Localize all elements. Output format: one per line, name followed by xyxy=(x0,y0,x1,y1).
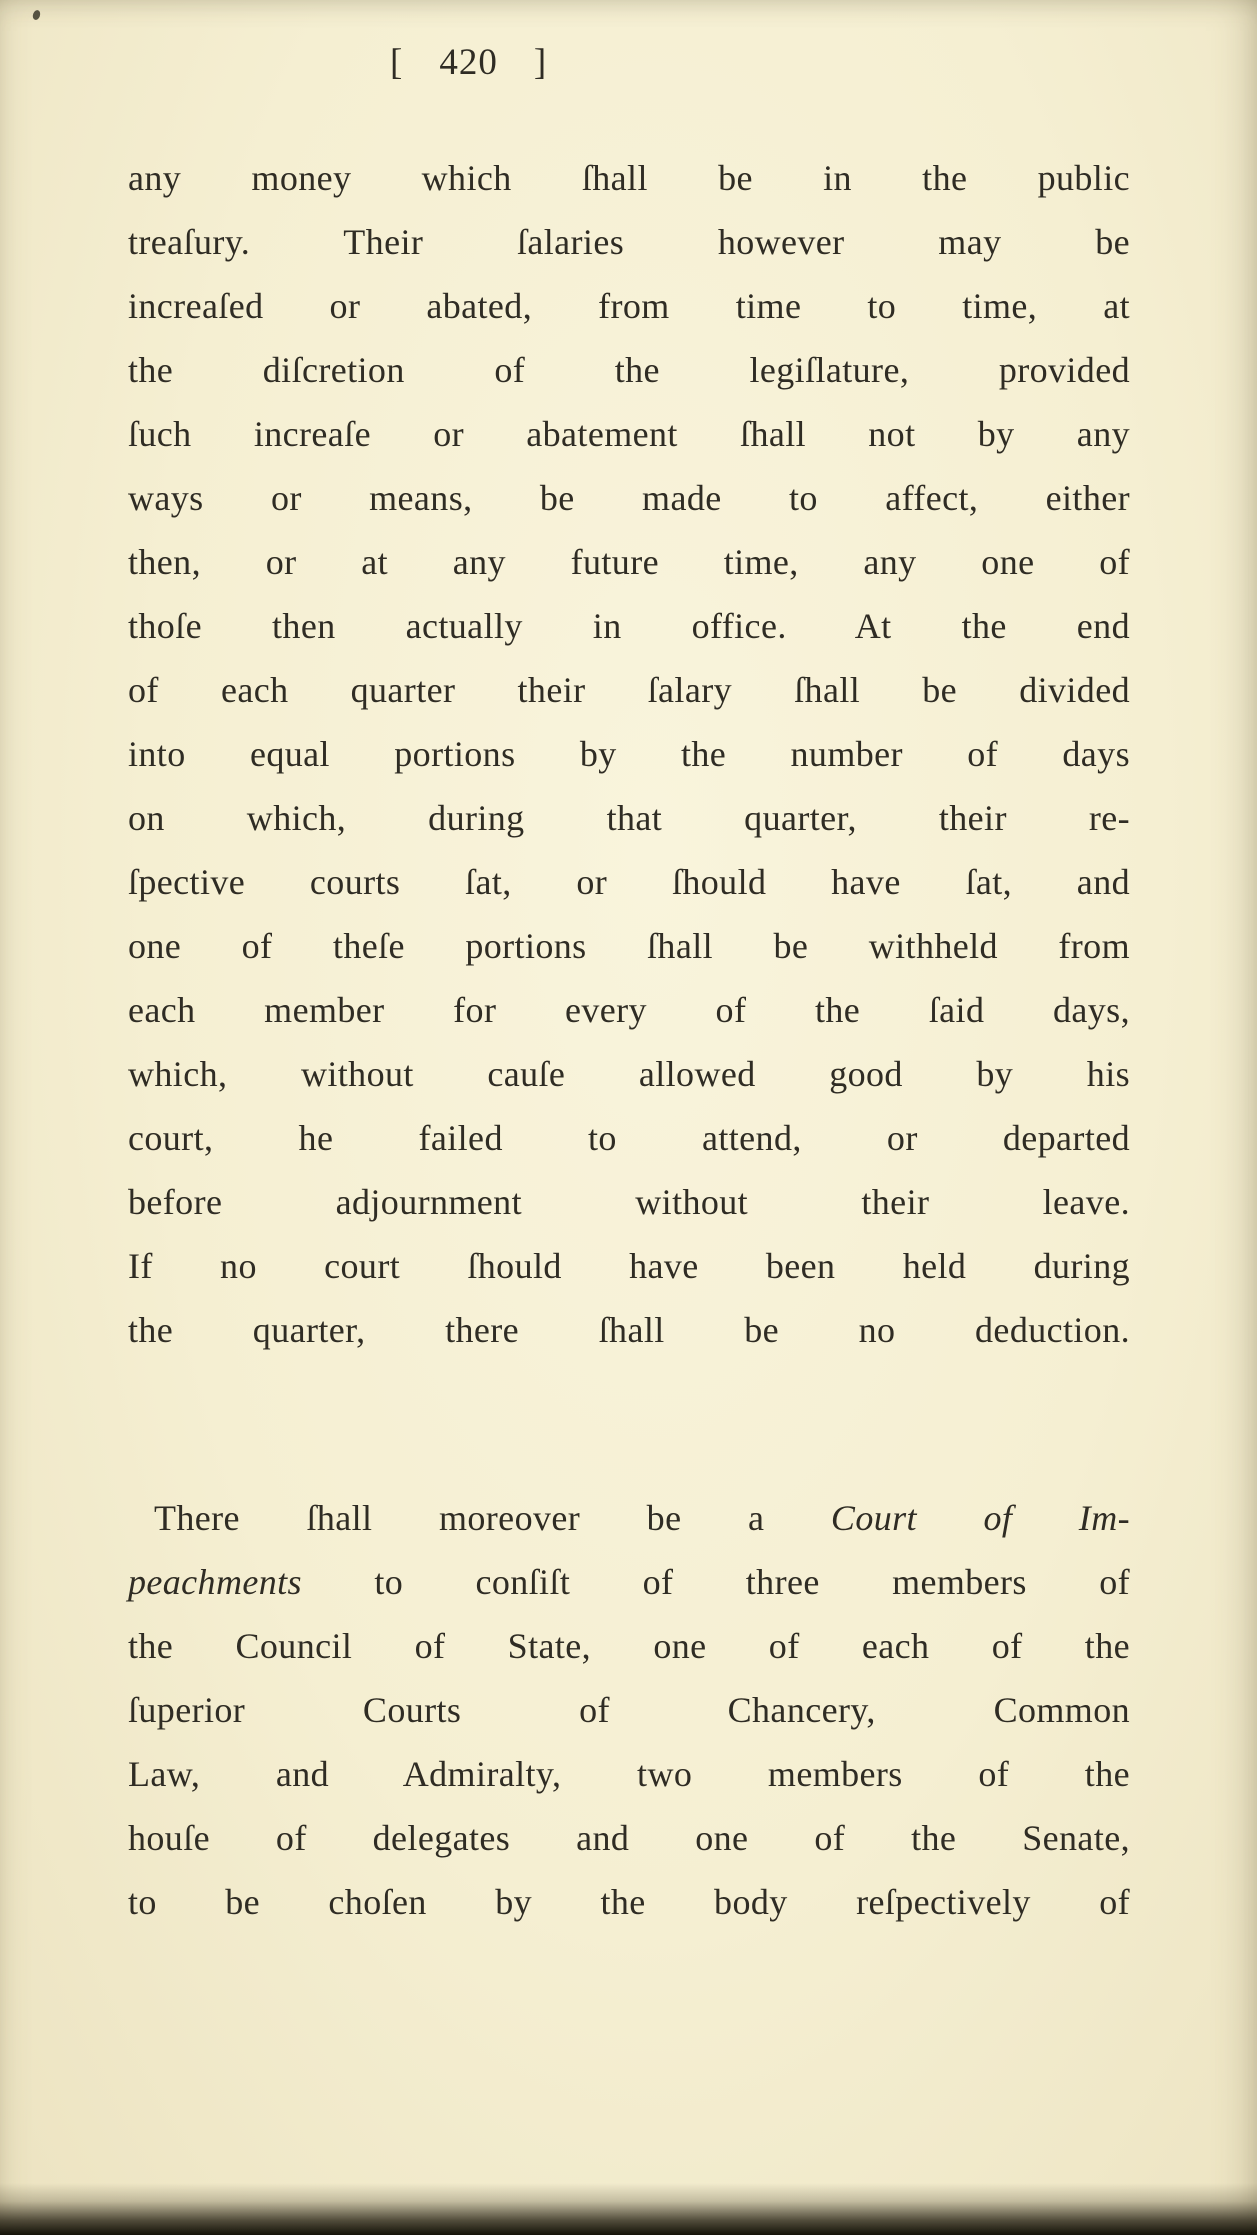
page-number: 420 xyxy=(439,42,498,83)
body-line: of each quarter their ſalary ſhall be divided xyxy=(128,670,1130,710)
italic-phrase: peachments xyxy=(128,1562,302,1602)
body-line: ſpective courts ſat, or ſhould have ſat, and xyxy=(128,862,1130,902)
body-line xyxy=(128,1486,1130,1550)
page-body-text xyxy=(128,146,1130,1934)
body-line: which, without cauſe allowed good by his xyxy=(128,1054,1130,1094)
paragraph-judges-salaries xyxy=(128,146,1130,1362)
body-line: increaſed or abated, from time to time, at xyxy=(128,286,1130,326)
body-line: court, he failed to attend, or departed xyxy=(128,1118,1130,1158)
scan-speck xyxy=(32,9,42,21)
body-line: ſuperior Courts of Chancery, Common xyxy=(128,1690,1130,1730)
body-line: on which, during that quarter, their re- xyxy=(128,798,1130,838)
body-line: ſuch increaſe or abatement ſhall not by any xyxy=(128,414,1130,454)
body-line: to be choſen by the body reſpectively of xyxy=(128,1882,1130,1922)
body-line: houſe of delegates and one of the Senate, xyxy=(128,1818,1130,1858)
body-line: If no court ſhould have been held during xyxy=(128,1246,1130,1286)
line-text: to conſiſt of three members of xyxy=(301,1562,1130,1602)
paragraph-court-of-impeachments xyxy=(128,1486,1130,1934)
body-line: one of theſe portions ſhall be withheld from xyxy=(128,926,1130,966)
body-line: treaſury. Their ſalaries however may be xyxy=(128,222,1130,262)
body-line: ways or means, be made to affect, either xyxy=(128,478,1130,518)
body-line: thoſe then actually in office. At the end xyxy=(128,606,1130,646)
body-line: before adjournment without their leave. xyxy=(128,1182,1130,1222)
body-line: the diſcretion of the legiſlature, provided xyxy=(128,350,1130,390)
body-line: each member for every of the ſaid days, xyxy=(128,990,1130,1030)
page-header-folio xyxy=(390,40,547,86)
body-line: into equal portions by the number of days xyxy=(128,734,1130,774)
italic-phrase: Court of Im- xyxy=(830,1498,1130,1538)
body-line xyxy=(128,1550,1130,1614)
body-line: then, or at any future time, any one of xyxy=(128,542,1130,582)
folio-close-bracket: ] xyxy=(533,42,548,83)
scan-bottom-edge xyxy=(0,2183,1257,2235)
body-line: any money which ſhall be in the public xyxy=(128,158,1130,198)
body-line: Law, and Admiralty, two members of the xyxy=(128,1754,1130,1794)
folio-open-bracket: [ xyxy=(390,42,404,83)
body-line: the Council of State, one of each of the xyxy=(128,1626,1130,1666)
line-text: There ſhall moreover be a xyxy=(154,1498,831,1538)
body-line: the quarter, there ſhall be no deduction. xyxy=(128,1310,1130,1350)
